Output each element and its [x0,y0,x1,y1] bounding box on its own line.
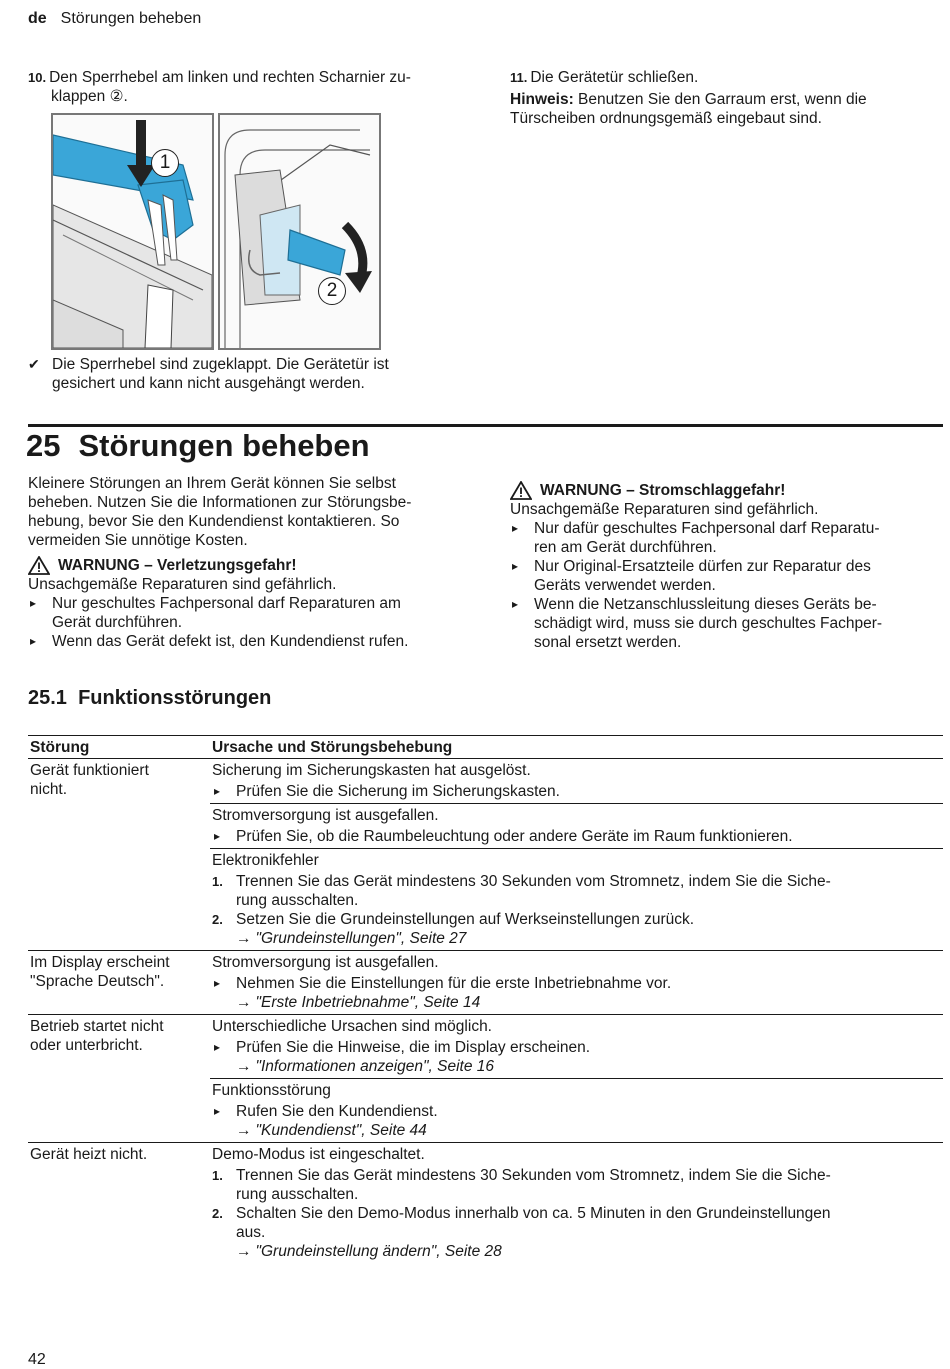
arrow-icon: → [236,994,252,1011]
list-item: ▸ Nur geschultes Fachpersonal darf Reparaturen am Gerät durchführen. [28,594,473,632]
warning-triangle-icon [28,556,50,575]
callout-2: 2 [318,277,346,305]
page-header [28,9,201,28]
hinge-illustration-1 [53,115,212,348]
cause-cell: Unterschiedliche Ursachen sind möglich. ▸ Prüfen Sie die Hinweise, die im Display erscheinen. → "Informationen anzeigen", Seite 16 [210,1015,943,1079]
column-header: Störung [28,736,210,759]
list-item: ▸ Nur Original-Ersatzteile dürfen zur Reparatur des Geräts verwendet werden. [510,557,940,595]
list-item: ▸ Nehmen Sie die Einstellungen für die erste Inbetriebnahme vor. [212,974,941,993]
cross-reference-link[interactable]: → "Grundeinstellung ändern", Seite 28 [236,1243,502,1260]
section-rule [28,424,943,427]
cause-cell: Funktionsstörung ▸ Rufen Sie den Kundendienst. → "Kundendienst", Seite 44 [210,1079,943,1143]
fault-cell: Betrieb startet nicht oder unterbricht. [28,1015,210,1143]
list-item: ▸ Rufen Sie den Kundendienst. [212,1102,941,1121]
cross-reference-link[interactable]: → "Kundendienst", Seite 44 [236,1122,427,1139]
list-item: ▸ Prüfen Sie die Sicherung im Sicherungskasten. [212,782,941,801]
callout-1: 1 [151,149,179,177]
language-code: de [28,10,47,27]
warning-electric: WARNUNG – Stromschlaggefahr! Unsachgemäße Reparaturen sind gefährlich. ▸ Nur dafür geschultes Fachpersonal darf Reparatu- ren am Gerät durchführen. ▸ Nur Original-Ersatzteile dürfen zur Reparatur des Geräts verwendet werden. ▸ Wenn die Netzanschlussleitung dieses Geräts be- schädigt wird, muss sie durch geschultes Fachper- sonal ersetzt werden. [510,481,940,652]
cause-cell: Sicherung im Sicherungskasten hat ausgelöst. ▸ Prüfen Sie die Sicherung im Sicherungskasten. [210,759,943,804]
warning-injury-title: WARNUNG – Verletzungsgefahr! [28,556,473,575]
cross-reference-link[interactable]: → "Informationen anzeigen", Seite 16 [236,1058,494,1075]
list-item: ▸ Wenn das Gerät defekt ist, den Kundendienst rufen. [28,632,473,651]
step-10: 10. Den Sperrhebel am linken und rechten Scharnier zu- klappen ②. [28,69,411,105]
header-title: Störungen beheben [60,10,202,27]
table-row [28,1015,943,1079]
arrow-icon: → [236,930,252,947]
table-row [28,1143,943,1264]
table-header-row [28,736,943,759]
figure-lever-1 [51,113,214,350]
cause-cell: Stromversorgung ist ausgefallen. ▸ Nehmen Sie die Einstellungen für die erste Inbetriebnahme vor. → "Erste Inbetriebnahme", Seite 14 [210,951,943,1015]
check-icon: ✔ [28,356,40,372]
list-item: ▸ Prüfen Sie, ob die Raumbeleuchtung oder andere Geräte im Raum funktionieren. [212,827,941,846]
fault-cell: Gerät funktioniert nicht. [30,762,149,798]
warning-electric-title: WARNUNG – Stromschlaggefahr! [510,481,940,500]
fault-cell: Im Display erscheint "Sprache Deutsch". [28,951,210,1015]
column-header: Ursache und Störungsbehebung [210,736,943,759]
list-item: ▸ Nur dafür geschultes Fachpersonal darf Reparatu- ren am Gerät durchführen. [510,519,940,557]
list-item: ▸ Prüfen Sie die Hinweise, die im Display erscheinen. [212,1038,941,1057]
warning-injury: WARNUNG – Verletzungsgefahr! Unsachgemäße Reparaturen sind gefährlich. ▸ Nur geschultes Fachpersonal darf Reparaturen am Gerät durchführen. ▸ Wenn das Gerät defekt ist, den Kundendienst rufen. [28,556,473,651]
cause-cell: Demo-Modus ist eingeschaltet. 1. Trennen Sie das Gerät mindestens 30 Sekunden vom Stromnetz, indem Sie die Siche- rung ausschalten. 2. Schalten Sie den Demo-Modus innerhalb von ca. 5 Minuten in den Grundeinstellungen aus. → "Grundeinstellung ändern", Seite 28 [210,1143,943,1264]
cross-reference-link[interactable]: → "Grundeinstellungen", Seite 27 [236,930,467,947]
result-text: ✔ Die Sperrhebel sind zugeklappt. Die Gerätetür ist gesichert und kann nicht ausgehängt werden. [28,356,389,392]
hinge-illustration-2 [220,115,379,348]
cause-cell: Stromversorgung ist ausgefallen. ▸ Prüfen Sie, ob die Raumbeleuchtung oder andere Geräte im Raum funktionieren. [210,804,943,849]
list-item: ▸ Wenn die Netzanschlussleitung dieses Geräts be- schädigt wird, muss sie durch geschultes Fachper- sonal ersetzt werden. [510,595,940,652]
arrow-icon: → [236,1243,252,1260]
warning-triangle-icon [510,481,532,500]
page-number: 42 [28,1351,46,1368]
table-row [28,759,943,804]
section-title: 25 Störungen beheben [26,428,370,463]
list-item: 1. Trennen Sie das Gerät mindestens 30 Sekunden vom Stromnetz, indem Sie die Siche- rung ausschalten. [212,1167,831,1203]
arrow-icon: → [236,1058,252,1075]
fault-table [28,735,943,1263]
cause-cell: Elektronikfehler 1. Trennen Sie das Gerät mindestens 30 Sekunden vom Stromnetz, indem Sie die Siche- rung ausschalten. 2. Setzen Sie die Grundeinstellungen auf Werkseinstellungen zurück. → "Grundeinstellungen", Seite 27 [210,849,943,951]
figure-lever-2 [218,113,381,350]
subsection-title: 25.1 Funktionsstörungen [28,687,272,709]
list-item: 2. Schalten Sie den Demo-Modus innerhalb von ca. 5 Minuten in den Grundeinstellungen aus. [212,1205,831,1241]
list-item: 2. Setzen Sie die Grundeinstellungen auf Werkseinstellungen zurück. [212,911,695,928]
hinweis-label: Hinweis: [510,91,574,108]
list-item: 1. Trennen Sie das Gerät mindestens 30 Sekunden vom Stromnetz, indem Sie die Siche- rung ausschalten. [212,873,831,909]
step-11: 11. Die Gerätetür schließen. Hinweis: Benutzen Sie den Garraum erst, wenn die Türscheiben ordnungsgemäß eingebaut sind. [510,69,867,127]
arrow-icon: → [236,1122,252,1139]
intro-text: Kleinere Störungen an Ihrem Gerät können Sie selbst beheben. Nutzen Sie die Informationen zur Störungsbe- hebung, bevor Sie den Kundendienst kontaktieren. So vermeiden Sie unnötige Kosten. [28,475,412,549]
table-row [28,951,943,1015]
cross-reference-link[interactable]: → "Erste Inbetriebnahme", Seite 14 [236,994,481,1011]
fault-cell: Gerät heizt nicht. [28,1143,210,1264]
